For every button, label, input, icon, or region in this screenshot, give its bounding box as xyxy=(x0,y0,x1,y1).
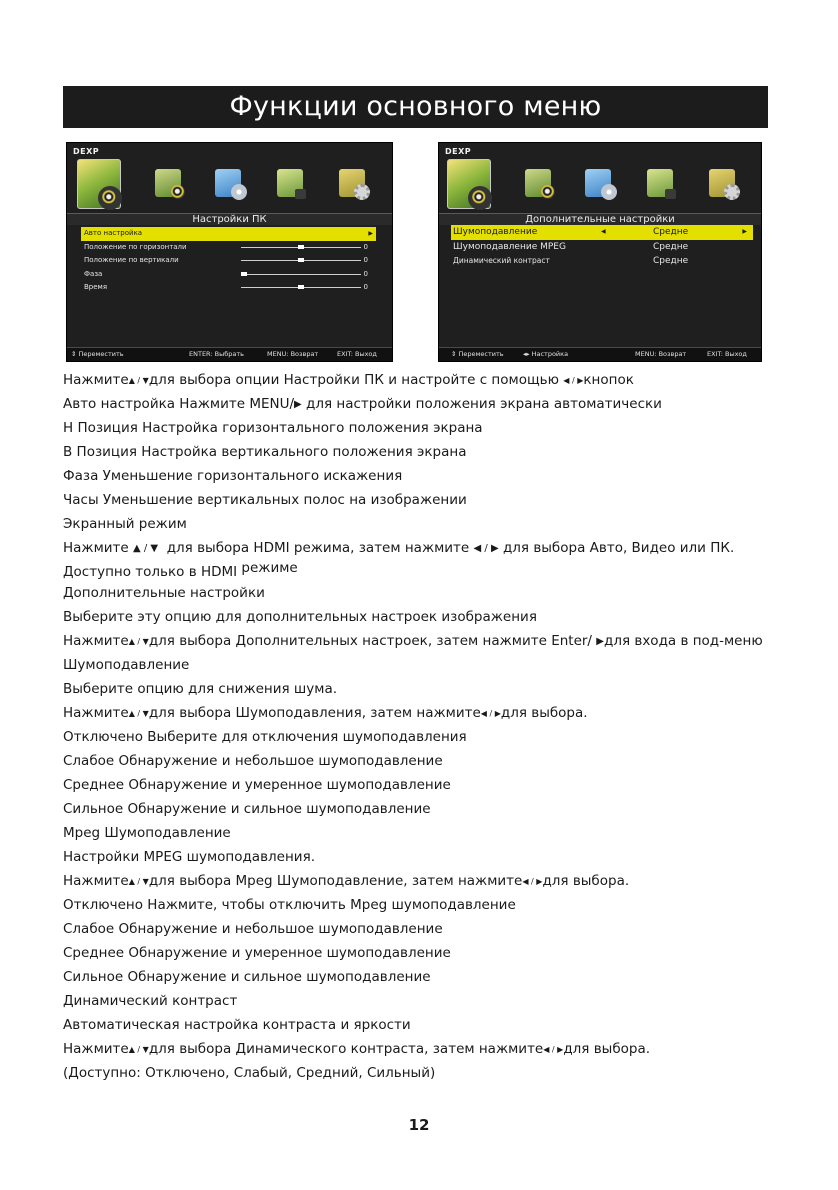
text-segment: для настройки положения экрана автоматически xyxy=(306,396,662,412)
text-line: Настройки MPEG шумоподавления. xyxy=(63,849,315,865)
text-line: Отключено Нажмите, чтобы отключить Mpeg шумоподавление xyxy=(63,897,516,913)
text-line xyxy=(63,560,783,581)
row-value: 0 xyxy=(363,242,368,251)
row-label: Положение по горизонтали xyxy=(84,242,187,251)
panel-header: Настройки ПК xyxy=(67,213,392,225)
slider-track[interactable] xyxy=(241,247,361,248)
text-line xyxy=(63,536,783,560)
row-label: Авто настройка xyxy=(84,229,143,237)
slider-track[interactable] xyxy=(241,260,361,261)
text-line: Экранный режим xyxy=(63,516,187,532)
text-segment: Доступно только в HDMI xyxy=(63,564,238,580)
left-right-arrows-icon: ◀ / ▶ xyxy=(522,877,543,886)
slider-track[interactable] xyxy=(241,274,361,275)
text-line: Н Позиция Настройка горизонтального положения экрана xyxy=(63,420,483,436)
menu-row-v-position[interactable] xyxy=(81,254,376,268)
text-segment: Нажмите xyxy=(63,705,129,721)
menu-icons xyxy=(439,157,761,215)
slider-knob[interactable] xyxy=(298,245,304,249)
time-menu-icon[interactable] xyxy=(215,169,241,197)
advanced-settings-list xyxy=(451,225,753,269)
menu-row-phase[interactable] xyxy=(81,268,376,282)
arrow-right-icon[interactable]: ▶ xyxy=(742,228,747,235)
row-value: Средне xyxy=(653,227,689,237)
text-segment: Нажмите xyxy=(63,540,129,556)
text-line xyxy=(63,869,783,893)
advanced-settings-screen xyxy=(438,142,762,362)
text-segment: для выбора Авто, Видео или ПК. xyxy=(502,540,735,556)
text-line: Шумоподавление xyxy=(63,657,190,673)
text-segment: для выбора. xyxy=(500,705,588,721)
up-down-arrows-icon: ▲ / ▼ xyxy=(128,877,149,886)
footer-enter: ENTER: Выбрать xyxy=(189,350,244,358)
text-segment: для выбора HDMI режима, затем нажмите xyxy=(166,540,470,556)
text-line: В Позиция Настройка вертикального положения экрана xyxy=(63,444,467,460)
text-segment: Нажмите xyxy=(63,372,129,388)
sound-menu-icon[interactable] xyxy=(155,169,181,197)
text-line: Сильное Обнаружение и сильное шумоподавление xyxy=(63,969,431,985)
screen-footer xyxy=(439,347,761,361)
setup-menu-icon[interactable] xyxy=(339,169,365,197)
footer-move: ⇕ Переместить xyxy=(451,350,504,358)
text-line: Слабое Обнаружение и небольшое шумоподавление xyxy=(63,753,443,769)
row-value: 0 xyxy=(363,269,368,278)
footer-move: ⇕ Переместить xyxy=(71,350,124,358)
footer-exit: EXIT: Выход xyxy=(707,350,747,358)
lock-menu-icon[interactable] xyxy=(647,169,673,197)
text-line: (Доступно: Отключено, Слабый, Средний, Сильный) xyxy=(63,1065,436,1081)
up-down-arrows-icon: ▲ / ▼ xyxy=(128,1045,149,1054)
text-line: Динамический контраст xyxy=(63,993,238,1009)
text-line: Отключено Выберите для отключения шумоподавления xyxy=(63,729,467,745)
text-line: Автоматическая настройка контраста и яркости xyxy=(63,1017,411,1033)
setup-menu-icon[interactable] xyxy=(709,169,735,197)
row-label: Время xyxy=(84,283,108,291)
picture-menu-icon[interactable] xyxy=(447,159,491,209)
left-right-arrows-icon: ◀ / ▶ xyxy=(543,1045,564,1054)
text-line xyxy=(63,629,783,653)
text-segment: для выбора Mpeg Шумоподавление, затем нажмите xyxy=(148,873,523,889)
row-value: Средне xyxy=(653,256,689,266)
text-line: Mpeg Шумоподавление xyxy=(63,825,231,841)
row-label: Шумоподавление xyxy=(453,227,538,237)
text-segment: Авто настройка Нажмите MENU/ xyxy=(63,396,295,412)
footer-adjust: ◂▸ Настройка xyxy=(523,350,569,358)
arrow-right-icon: ▶ xyxy=(368,230,373,237)
text-line: Часы Уменьшение вертикальных полос на изображении xyxy=(63,492,467,508)
arrow-left-icon[interactable]: ◀ xyxy=(601,228,606,235)
text-segment: для выбора. xyxy=(542,873,630,889)
text-line: Слабое Обнаружение и небольшое шумоподавление xyxy=(63,921,443,937)
page-number: 12 xyxy=(408,1116,430,1134)
text-line: Сильное Обнаружение и сильное шумоподавление xyxy=(63,801,431,817)
left-right-arrows-icon: ◀ / ▶ xyxy=(473,543,499,554)
pc-settings-screen xyxy=(66,142,393,362)
sound-menu-icon[interactable] xyxy=(525,169,551,197)
row-label: Положение по вертикали xyxy=(84,256,179,264)
slider-knob[interactable] xyxy=(298,258,304,262)
text-line xyxy=(63,392,783,416)
text-line: Выберите опцию для снижения шума. xyxy=(63,681,338,697)
text-segment: для выбора Шумоподавления, затем нажмите xyxy=(148,705,481,721)
row-value: Средне xyxy=(653,241,689,252)
text-line: Среднее Обнаружение и умеренное шумоподавление xyxy=(63,945,451,961)
panel-header: Дополнительные настройки xyxy=(439,213,761,225)
right-arrow-icon: ▶ xyxy=(294,399,302,410)
text-line xyxy=(63,1037,783,1061)
left-right-arrows-icon: ◀ / ▶ xyxy=(563,376,584,385)
menu-row-clock[interactable] xyxy=(81,281,376,295)
picture-menu-icon[interactable] xyxy=(77,159,121,209)
slider-track[interactable] xyxy=(241,287,361,288)
text-line: Выберите эту опцию для дополнительных настроек изображения xyxy=(63,609,537,625)
instructions-text xyxy=(63,368,783,1085)
text-segment: Нажмите xyxy=(63,1041,129,1057)
text-segment: кнопок xyxy=(583,372,634,388)
footer-menu: MENU: Возврат xyxy=(635,350,687,358)
row-label: Шумоподавление MPEG xyxy=(453,241,566,252)
right-arrow-icon: ▶ xyxy=(596,636,604,647)
text-segment: для выбора. xyxy=(563,1041,651,1057)
text-line xyxy=(63,368,783,392)
row-value: 0 xyxy=(363,283,368,291)
menu-row-dynamic-contrast[interactable] xyxy=(451,254,753,269)
footer-menu: MENU: Возврат xyxy=(267,350,319,358)
left-right-arrows-icon: ◀ / ▶ xyxy=(480,709,501,718)
text-line: Среднее Обнаружение и умеренное шумоподавление xyxy=(63,777,451,793)
text-segment: Нажмите xyxy=(63,633,129,649)
lock-menu-icon[interactable] xyxy=(277,169,303,197)
slider-knob[interactable] xyxy=(298,285,304,289)
text-segment: для входа в под-меню xyxy=(603,633,763,649)
text-line: Фаза Уменьшение горизонтального искажения xyxy=(63,468,403,484)
up-down-arrows-icon: ▲ / ▼ xyxy=(133,543,159,554)
text-segment: для выбора опции Настройки ПК и настройте с помощью xyxy=(148,372,559,388)
text-segment: Нажмите xyxy=(63,873,129,889)
pc-settings-list xyxy=(81,227,376,295)
brand-logo: DEXP xyxy=(445,147,472,156)
menu-icons xyxy=(67,157,392,215)
menu-row-noise-reduction[interactable] xyxy=(451,225,753,240)
text-segment: для выбора Динамического контраста, затем нажмите xyxy=(148,1041,544,1057)
row-label: Динамический контраст xyxy=(453,256,550,265)
brand-logo: DEXP xyxy=(73,147,100,156)
text-line: Дополнительные настройки xyxy=(63,585,265,601)
row-label: Фаза xyxy=(84,269,103,278)
time-menu-icon[interactable] xyxy=(585,169,611,197)
text-segment: для выбора Дополнительных настроек, затем нажмите Enter/ xyxy=(148,633,592,649)
page-title: Функции основного меню xyxy=(63,86,768,128)
menu-row-h-position[interactable] xyxy=(81,241,376,255)
text-line xyxy=(63,701,783,725)
menu-row-mpeg-nr[interactable] xyxy=(451,240,753,255)
up-down-arrows-icon: ▲ / ▼ xyxy=(128,376,149,385)
up-down-arrows-icon: ▲ / ▼ xyxy=(128,637,149,646)
menu-row-auto-adjust[interactable] xyxy=(81,227,376,241)
slider-knob[interactable] xyxy=(241,272,247,276)
text-segment: режиме xyxy=(241,560,298,576)
up-down-arrows-icon: ▲ / ▼ xyxy=(128,709,149,718)
footer-exit: EXIT: Выход xyxy=(337,350,377,358)
row-value: 0 xyxy=(363,256,368,264)
screen-footer xyxy=(67,347,392,361)
